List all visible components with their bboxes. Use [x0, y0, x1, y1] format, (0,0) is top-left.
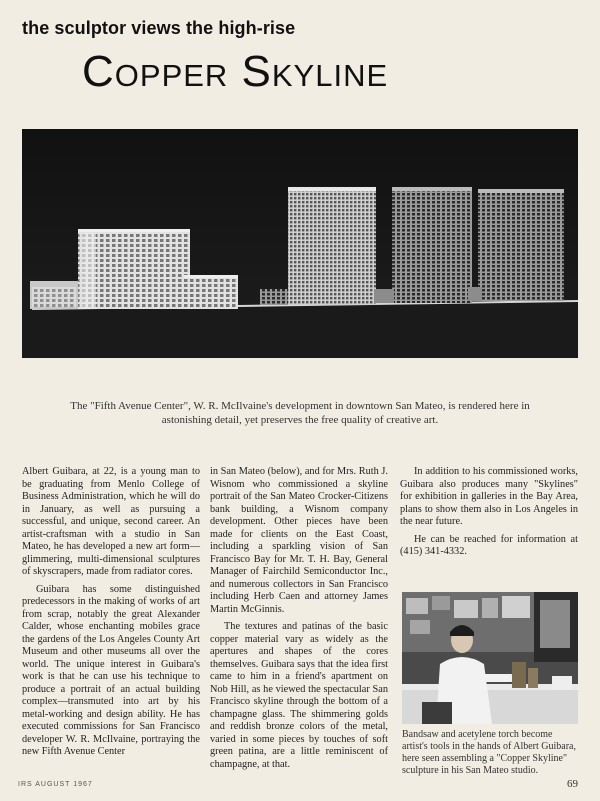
skyline-sculpture-image [22, 129, 578, 358]
article-column-3 [400, 466, 578, 564]
article-paragraph: Albert Guibara, at 22, is a young man to be graduating from Menlo College of Business Administration, which he will do in January, as well as pursuing a successful, and unique, second career. An artist-craftsman with a studio in San Mateo, he has developed a new art form—glimmering, multi-dimensional sculptures of skyscrapers, made from radiator cores. [22, 466, 200, 577]
artist-at-work-image [402, 592, 578, 724]
kicker: the sculptor views the high-rise [22, 18, 296, 38]
studio-photo-caption: Bandsaw and acetylene torch become artist's tools in the hands of Albert Guibara, here seen assembling a "Copper Skyline" sculpture in his San Mateo studio. [402, 729, 576, 776]
article-column-1 [22, 466, 200, 764]
photo-caption: The "Fifth Avenue Center", W. R. McIlvaine's development in downtown San Mateo, is rendered here in astonishing detail, yet preserves the free quality of creative art. [70, 400, 530, 426]
article-paragraph: Guibara has some distinguished predecessors in the making of works of art from scrap, notably the great Alexander Calder, whose enchanting mobiles grace the gardens of the Los Angeles County Art Museum and other museums all over the world. The unique interest in Guibara's work is that he can use his technique to produce a portrait of an actual building complex—transmuted into art by his metal-working and design ability. He has executed commissions for San Francisco developer W. R. McIlvaine, portraying the new Fifth Avenue Center [22, 583, 200, 757]
article-paragraph: in San Mateo (below), and for Mrs. Ruth J. Wisnom who commissioned a skyline portrait of the San Mateo Crocker-Citizens bank building, a Wisnom company development. Other pieces have been made for clients on the East Coast, including a sparkling vision of San Francisco Bay for Mr. T. H. Bay, General Manager of Fairchild Semiconductor Inc., and numerous collectors in San Francisco including Herb Caen and attorney James Martin McGinnis. [210, 466, 388, 615]
article-paragraph: He can be reached for information at (415) 341-4332. [400, 533, 578, 557]
skyline-photo [22, 129, 578, 358]
page-number: 69 [567, 778, 578, 790]
studio-photo [402, 592, 578, 724]
headline: Copper Skyline [82, 47, 389, 96]
article-paragraph: The textures and patinas of the basic copper material vary as widely as the apertures and shapes of the cores themselves. Guibara says that the idea first came to him in a friend's apartment on Nob Hill, as he viewed the spectacular San Francisco skyline through the bottom of a champagne glass. The shimmering golds and reddish bronze colors of the metal, varied in some pieces by touches of soft green patina, are a little reminiscent of champagne, at that. [210, 621, 388, 770]
footer-issue: IRS AUGUST 1967 [18, 781, 93, 788]
article-column-2 [210, 466, 388, 776]
article-paragraph: In addition to his commissioned works, Guibara also produces many "Skylines" for exhibition in galleries in the Bay Area, plans to show them also in Los Angeles in the near future. [400, 466, 578, 527]
